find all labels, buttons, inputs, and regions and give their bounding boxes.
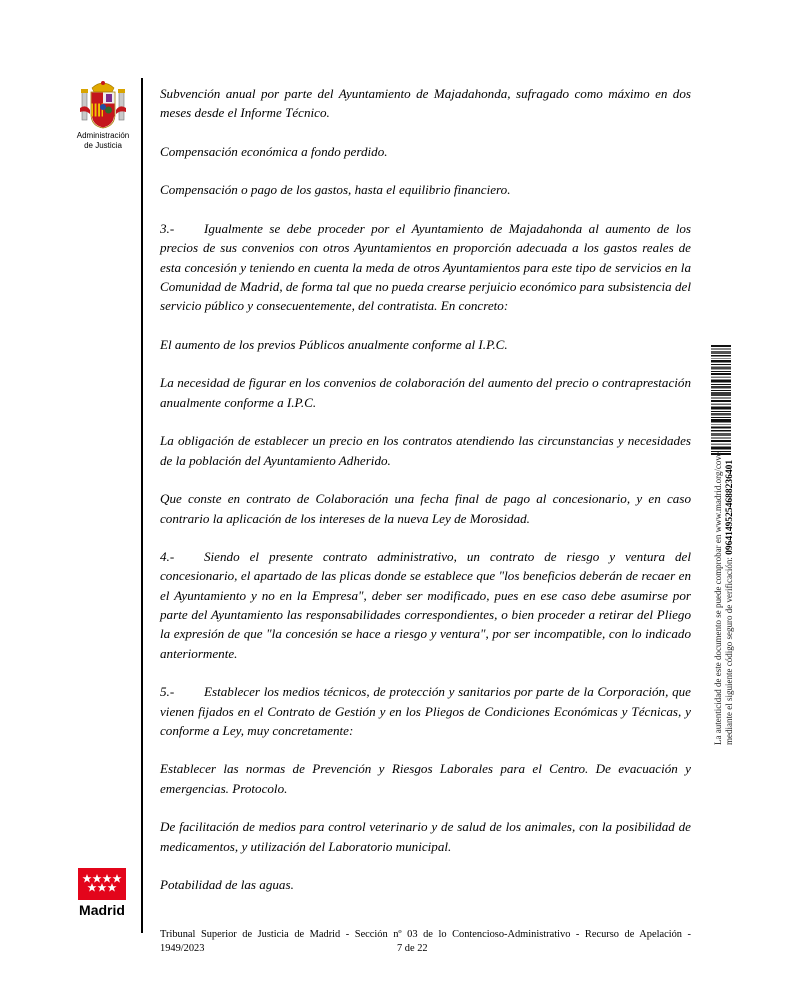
paragraph-number: 3.- xyxy=(160,221,175,237)
verification-line2: mediante el siguiente código seguro de verificación: 0964149525468823640​1 xyxy=(724,459,735,745)
numbered-paragraph-3: 3.- Igualmente se debe proceder por el Ayuntamiento de Majadahonda al aumento de los precios de sus convenios con otros Ayuntamientos en proporción adecuada a los gastos reales de esta concesión y teniendo en cuenta la meda de otros Ayuntamientos para este tipo de servicios en la Comunidad de Madrid, de forma tal que no pueda crearse perjuicio económico para subsistencia del servicio público y consecuentemente, del contratista. En concreto: xyxy=(160,221,691,314)
paragraph: Compensación o pago de los gastos, hasta el equilibrio financiero. xyxy=(160,182,511,198)
paragraph: La obligación de establecer un precio en los contratos atendiendo las circunstancias y necesidades de la población del Ayuntamiento Adherido. xyxy=(160,433,691,468)
numbered-paragraph-5: 5.- Establecer los medios técnicos, de protección y sanitarios por parte de la Corporación, que vienen fijados en el Contrato de Gestión y en los Pliegos de Condiciones Económicas y Técnicas, y conforme a Ley, muy concretamente: xyxy=(160,684,691,738)
madrid-flag xyxy=(78,868,126,900)
margin-rule xyxy=(141,78,143,933)
paragraph-number: 5.- xyxy=(160,684,175,700)
page-footer xyxy=(160,928,691,956)
paragraph: De facilitación de medios para control veterinario y de salud de los animales, con la posibilidad de medicamentos, y utilización del Laboratorio municipal. xyxy=(160,819,691,854)
coat-of-arms-icon xyxy=(78,78,128,130)
paragraph: Potabilidad de las aguas. xyxy=(160,877,294,893)
paragraph: El aumento de los previos Públicos anualmente conforme al I.P.C. xyxy=(160,336,508,352)
verification-code: 0964149525468823640​1 xyxy=(725,459,735,555)
paragraph: Compensación económica a fondo perdido. xyxy=(160,143,388,159)
paragraph: La necesidad de figurar en los convenios de colaboración del aumento del precio o contraprestación anualmente conforme a I.P.C. xyxy=(160,375,691,410)
administracion-justicia-logo xyxy=(74,78,132,150)
verification-line1: La autenticidad de este documento se puede comprobar en www.madrid.org/cove xyxy=(713,452,723,745)
comunidad-madrid-logo xyxy=(78,868,126,918)
document-body xyxy=(160,84,691,914)
footer-case-number: 1949/2023 xyxy=(160,943,205,954)
seven-stars-icon xyxy=(78,868,126,900)
paragraph-number: 4.- xyxy=(160,549,175,565)
footer-court-line: Tribunal Superior de Justicia de Madrid - Sección nº 03 de lo Contencioso-Administrativo - Recurso de Apelación - xyxy=(160,929,691,940)
verification-text xyxy=(713,345,736,745)
logo-caption-line2: de Justicia xyxy=(84,141,122,150)
madrid-caption: Madrid xyxy=(79,902,125,918)
numbered-paragraph-4: 4.- Siendo el presente contrato administrativo, un contrato de riesgo y ventura del concesionario, el apartado de las plicas donde se establece que "los beneficios deberán de recaer en el Ayuntamiento y no en la Empresa", deber ser modificado, pues en ese caso debe asumirse por parte del Ayuntamiento las responsabilidades correspondientes, o bien proceder a retirar del Pliego la expresión de que "la concesión se hace a riesgo y ventura", por ser incompatible, con lo indicado anteriormente. xyxy=(160,549,691,661)
page-number: 7 de 22 xyxy=(397,943,428,954)
logo-caption-line1: Administración xyxy=(76,131,130,140)
paragraph: Subvención anual por parte del Ayuntamiento de Majadahonda, sufragado como máximo en dos meses desde el Informe Técnico. xyxy=(160,86,691,121)
paragraph: Que conste en contrato de Colaboración una fecha final de pago al concesionario, y en caso contrario la aplicación de los intereses de la nueva Ley de Morosidad. xyxy=(160,491,691,526)
paragraph: Establecer las normas de Prevención y Riesgos Laborales para el Centro. De evacuación y emergencias. Protocolo. xyxy=(160,761,691,796)
